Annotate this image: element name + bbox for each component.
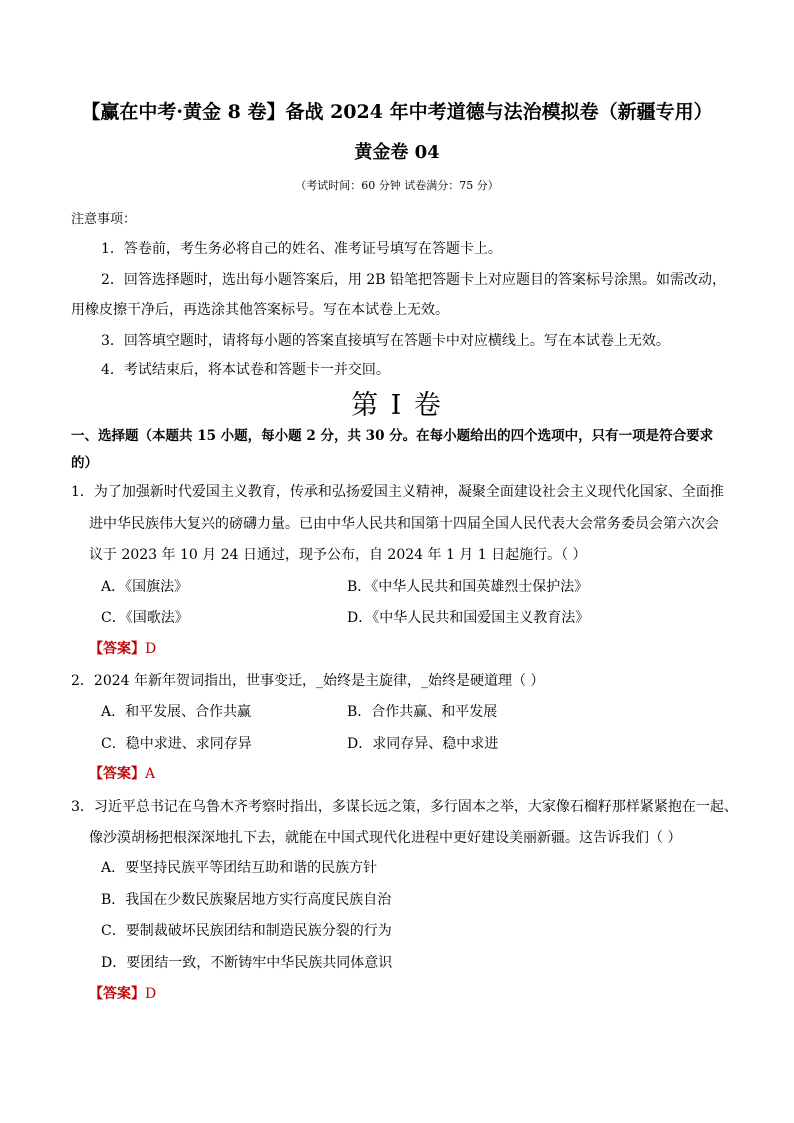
question-text: 议于 2023 年 10 月 24 日通过，现予公布，自 2024 年 1 月 1 日起施行。（ ） [89,547,587,563]
answer-line [89,983,156,1003]
option-c: C．要制裁破坏民族团结和制造民族分裂的行为 [101,923,392,939]
section-heading: 一、选择题（本题共 15 小题，每小题 2 分，共 30 分。在每小题给出的四个选项中，只有一项是符合要求 [71,428,714,444]
volume-title: 第 I 卷 [351,390,443,421]
question-text: 像沙漠胡杨把根深深地扎下去，就能在中国式现代化进程中更好建设美丽新疆。这告诉我们（ ） [89,830,682,846]
option-a: A．《国旗法》 [101,579,189,595]
option-c: C．《国歌法》 [101,610,189,626]
answer-value: D [145,641,157,657]
option-d: D．求同存异、稳中求进 [347,736,499,752]
notice-item: 1．答卷前，考生务必将自己的姓名、准考证号填写在答题卡上。 [101,241,502,257]
question-text: 3．习近平总书记在乌鲁木齐考察时指出，多谋长远之策，多行固本之举，大家像石榴籽那样紧紧抱在一起、 [71,799,738,815]
answer-line [89,763,155,783]
answer-value: D [145,986,157,1002]
question-text: 1．为了加强新时代爱国主义教育，传承和弘扬爱国主义精神，凝聚全面建设社会主义现代化国家、全面推 [71,484,724,500]
option-d: D．《中华人民共和国爱国主义教育法》 [347,610,590,626]
option-a: A．和平发展、合作共赢 [101,704,252,720]
notice-heading: 注意事项： [71,212,137,227]
answer-label: 【答案】 [89,986,145,1002]
exam-subtitle: 黄金卷 04 [354,142,440,163]
exam-title: 【赢在中考·黄金 8 卷】备战 2024 年中考道德与法治模拟卷（新疆专用） [81,101,713,123]
notice-item-continued: 用橡皮擦干净后，再选涂其他答案标号。写在本试卷上无效。 [71,302,449,318]
question-text: 进中华民族伟大复兴的磅礴力量。已由中华人民共和国第十四届全国人民代表大会常务委员会第六次会 [89,516,719,532]
notice-item: 2．回答选择题时，选出每小题答案后，用 2B 铅笔把答题卡上对应题目的答案标号涂黑。如需改动， [101,272,727,288]
option-c: C．稳中求进、求同存异 [101,736,252,752]
option-b: B．合作共赢、和平发展 [347,704,498,720]
exam-info: （考试时间：60 分钟 试卷满分：75 分） [295,179,499,192]
notice-item: 4．考试结束后，将本试卷和答题卡一并交回。 [101,362,390,378]
option-b: B．我国在少数民族聚居地方实行高度民族自治 [101,892,392,908]
answer-line [89,638,156,658]
question-text: 2．2024 年新年贺词指出，世事变迁，_始终是主旋律，_始终是硬道理（ ） [71,673,545,689]
option-b: B．《中华人民共和国英雄烈士保护法》 [347,579,589,595]
option-d: D．要团结一致，不断铸牢中华民族共同体意识 [101,955,393,971]
option-a: A．要坚持民族平等团结互助和谐的民族方针 [101,860,378,876]
notice-item: 3．回答填空题时，请将每小题的答案直接填写在答题卡中对应横线上。写在本试卷上无效。 [101,333,670,349]
section-heading-continued: 的） [71,455,98,471]
answer-label: 【答案】 [89,766,145,782]
answer-label: 【答案】 [89,641,145,657]
answer-value: A [145,766,156,782]
